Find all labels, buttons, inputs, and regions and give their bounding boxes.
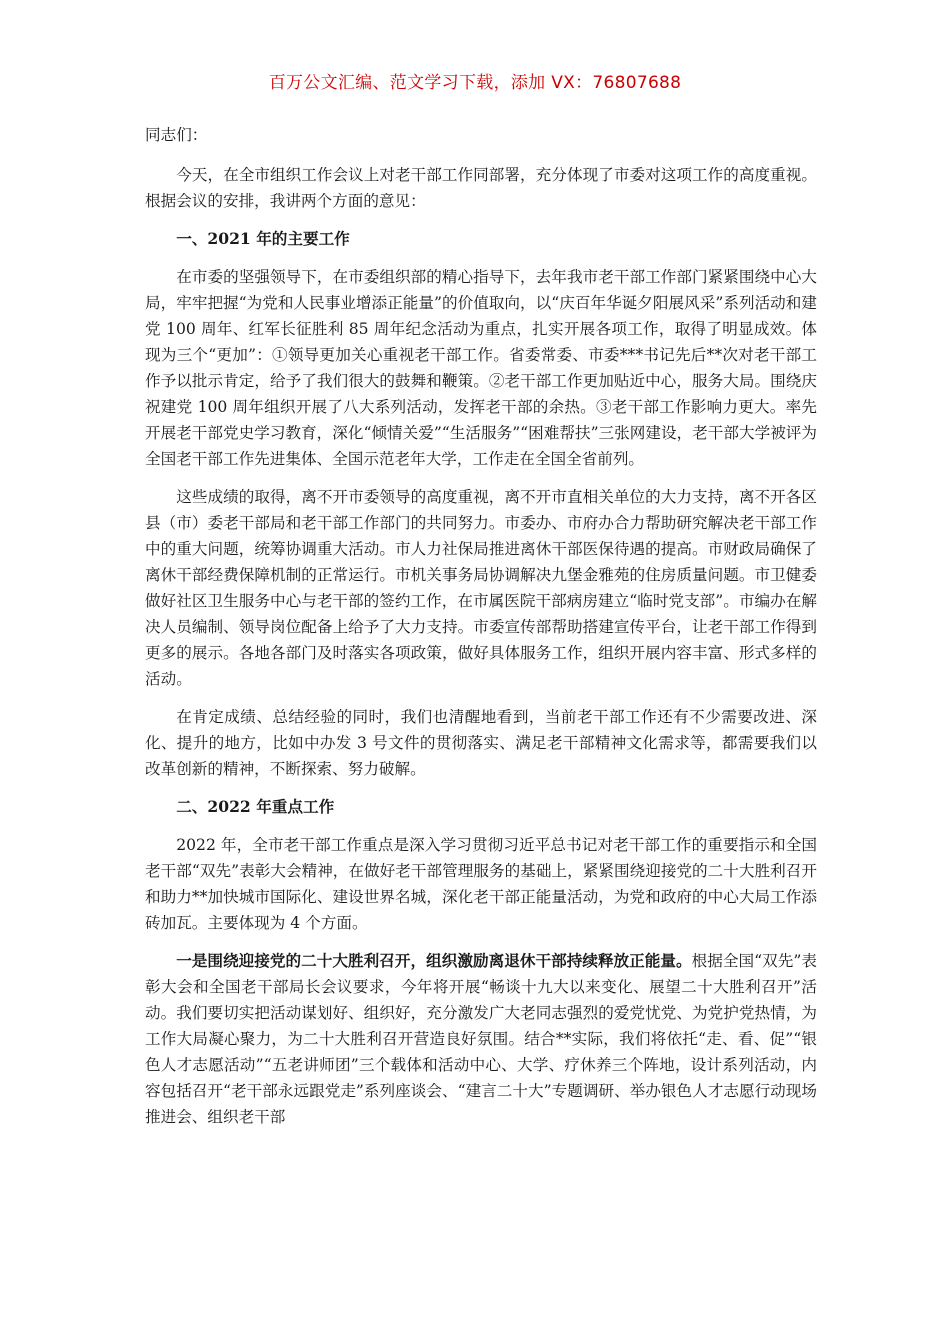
intro-paragraph: 今天，在全市组织工作会议上对老干部工作同部署，充分体现了市委对这项工作的高度重视。根据会议的安排，我讲两个方面的意见： <box>145 166 817 210</box>
section2-heading: 二、2022 年重点工作 <box>176 797 335 816</box>
section1-paragraph: 这些成绩的取得，离不开市委领导的高度重视，离不开市直相关单位的大力支持，离不开各区县（市）委老干部局和老干部工作部门的共同努力。市委办、市府办合力帮助研究解决老干部工作中的重大问题，统筹协调重大活动。市人力社保局推进离休干部医保待遇的提高。市财政局确保了离休干部经费保障机制的正常运行。市机关事务局协调解决九堡金雅苑的住房质量问题。市卫健委做好社区卫生服务中心与老干部的签约工作，在市属医院干部病房建立“临时党支部”。市编办在解决人员编制、领导岗位配备上给予了大力支持。市委宣传部帮助搭建宣传平台，让老干部工作得到更多的展示。各地各部门及时落实各项政策，做好具体服务工作，组织开展内容丰富、形式多样的活动。 <box>145 488 817 688</box>
section1-paragraph: 在肯定成绩、总结经验的同时，我们也清醒地看到，当前老干部工作还有不少需要改进、深化、提升的地方，比如中办发 3 号文件的贯彻落实、满足老干部精神文化需求等，都需要我们以改革创新的精神，不断探索、努力破解。 <box>145 708 817 778</box>
section1-heading: 一、2021 年的主要工作 <box>176 229 350 248</box>
salutation: 同志们： <box>145 126 208 144</box>
section2-paragraph: 2022 年，全市老干部工作重点是深入学习贯彻习近平总书记对老干部工作的重要指示和全国老干部“双先”表彰大会精神，在做好老干部管理服务的基础上，紧紧围绕迎接党的二十大胜利召开和助力**加快城市国际化、建设世界名城，深化老干部正能量活动，为党和政府的中心大局工作添砖加瓦。主要体现为 4 个方面。 <box>145 836 817 932</box>
point1-lead: 一是围绕迎接党的二十大胜利召开，组织激励离退休干部持续释放正能量。 <box>176 951 692 970</box>
section1-paragraph: 在市委的坚强领导下，在市委组织部的精心指导下，去年我市老干部工作部门紧紧围绕中心大局，牢牢把握“为党和人民事业增添正能量”的价值取向，以“庆百年华诞夕阳展风采”系列活动和建党 100 周年、红军长征胜利 85 周年纪念活动为重点，扎实开展各项工作，取得了明显成效。体现为三个“更加”：①领导更加关心重视老干部工作。省委常委、市委***书记先后**次对老干部工作予以批示肯定，给予了我们很大的鼓舞和鞭策。②老干部工作更加贴近中心，服务大局。围绕庆祝建党 100 周年组织开展了八大系列活动，发挥老干部的余热。③老干部工作影响力更大。率先开展老干部党史学习教育，深化“倾情关爱”“生活服务”“困难帮扶”三张网建设，老干部大学被评为全国老干部工作先进集体、全国示范老年大学，工作走在全国全省前列。 <box>145 268 817 468</box>
point1-text: 根据全国“双先”表彰大会和全国老干部局长会议要求，今年将开展“畅谈十九大以来变化、展望二十大胜利召开”活动。我们要切实把活动谋划好、组织好，充分激发广大老同志强烈的爱党忧党、为党护党热情，为工作大局凝心聚力，为二十大胜利召开营造良好氛围。结合**实际，我们将依托“走、看、促”“银色人才志愿活动”“五老讲师团”三个载体和活动中心、大学、疗休养三个阵地，设计系列活动，内容包括召开“老干部永远跟党走”系列座谈会、“建言二十大”专题调研、举办银色人才志愿行动现场推进会、组织老干部 <box>145 952 817 1126</box>
section2-point1 <box>145 948 817 1130</box>
promo-banner: 百万公文汇编、范文学习下载，添加 VX：76807688 <box>268 73 682 93</box>
document-body <box>145 122 817 1142</box>
